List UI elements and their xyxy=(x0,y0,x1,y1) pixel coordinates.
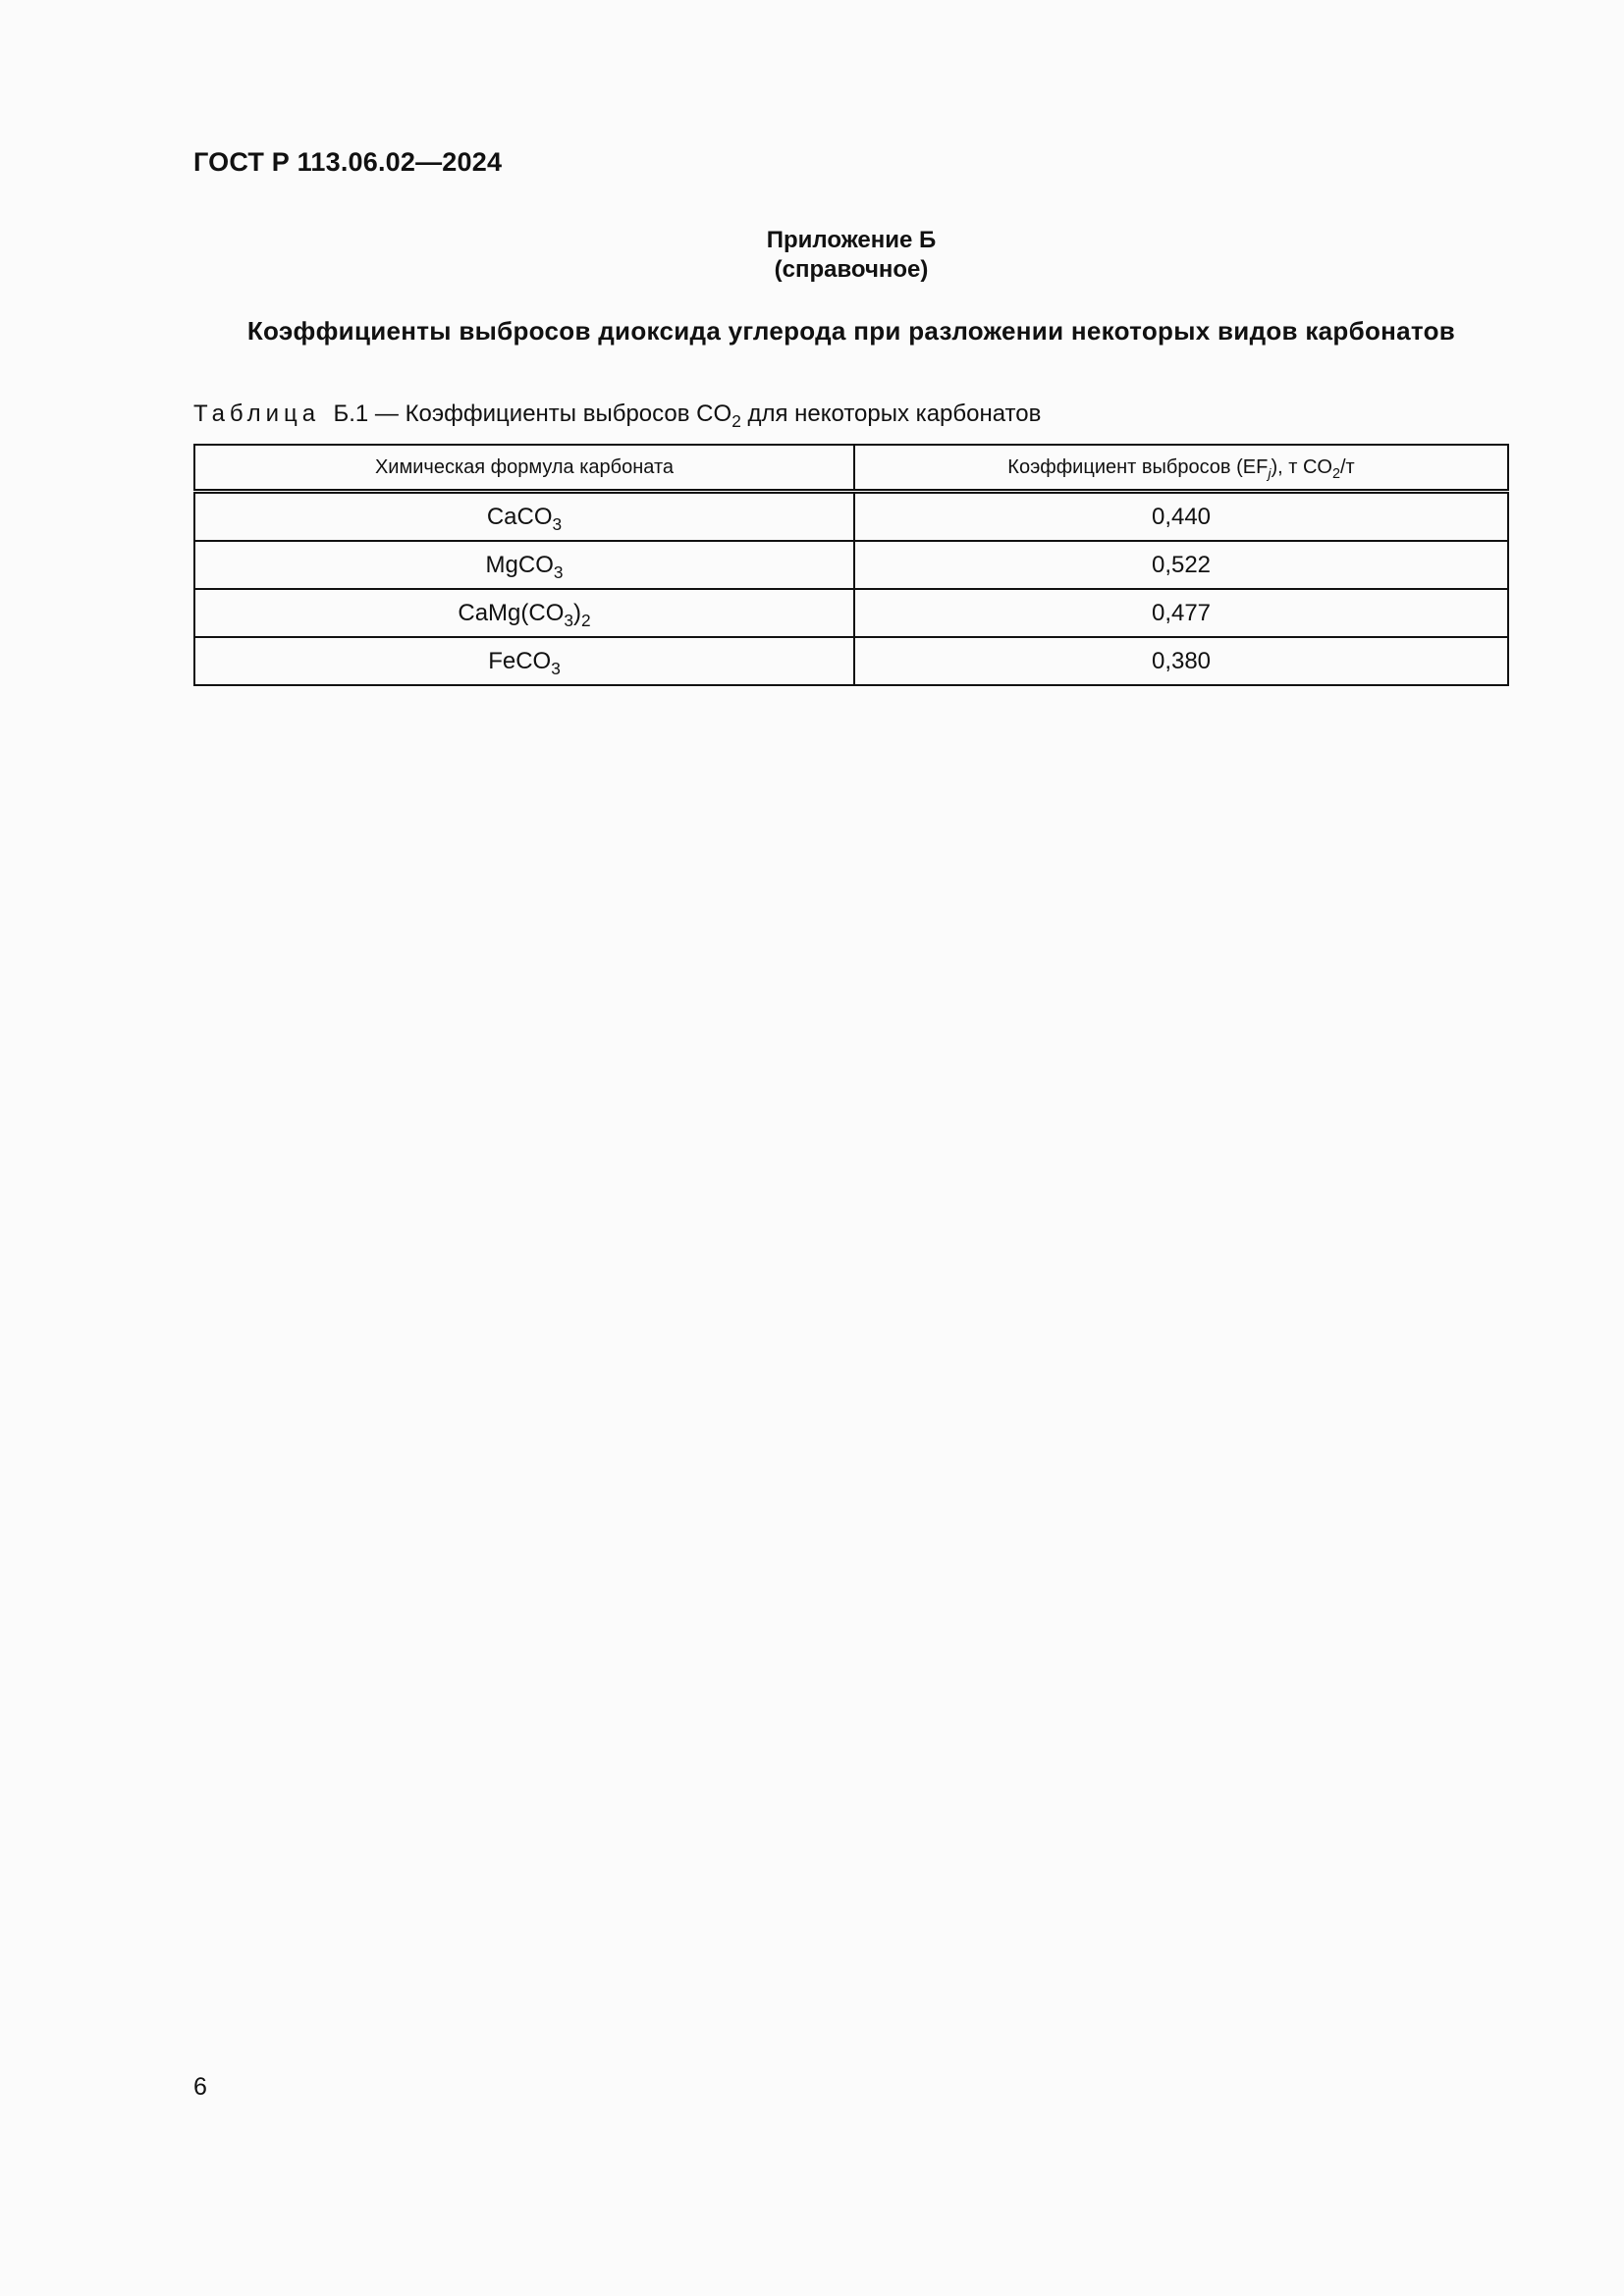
table-row xyxy=(194,589,1508,637)
appendix-subtitle: (справочное) xyxy=(774,256,929,283)
emission-factors-table xyxy=(193,444,1509,686)
header-formula: Химическая формула карбоната xyxy=(194,445,854,492)
header-coef-text: Коэффициент выбросов (EF xyxy=(1007,455,1269,478)
value-cell: 0,477 xyxy=(854,589,1508,637)
document-code: ГОСТ Р 113.06.02—2024 xyxy=(193,147,503,177)
section-title: Коэффициенты выбросов диоксида углерода при разложении некоторых видов карбонатов xyxy=(246,316,1456,346)
table-caption xyxy=(193,400,1042,432)
appendix-heading xyxy=(0,226,1624,285)
table-caption-label: Таблица xyxy=(193,400,321,427)
formula-cell: FeCO$_3$ xyxy=(194,637,854,685)
table-caption-text-tail: для некоторых карбонатов xyxy=(740,400,1042,427)
appendix-title: Приложение Б xyxy=(766,227,937,253)
value-cell: 0,440 xyxy=(854,492,1508,542)
table-row xyxy=(194,492,1508,542)
formula-cell: $CaMg(CO_3)_2$ xyxy=(194,589,854,637)
header-coef-j: j xyxy=(1268,464,1272,481)
table-row xyxy=(194,637,1508,685)
table-caption-subscript: 2 xyxy=(731,411,741,432)
table-caption-number: Б.1 xyxy=(333,400,369,427)
table-row xyxy=(194,541,1508,589)
table-header-row xyxy=(194,445,1508,492)
formula-cell: CaCO$_3$ xyxy=(194,492,854,542)
header-coef-sub: 2 xyxy=(1331,465,1340,482)
formula-cell: MgCO$_3$ xyxy=(194,541,854,589)
value-cell: 0,522 xyxy=(854,541,1508,589)
table-caption-dash: — xyxy=(374,400,399,427)
header-coefficient xyxy=(854,445,1508,492)
page-number: 6 xyxy=(193,2073,207,2101)
header-coef-per: /т xyxy=(1339,455,1355,478)
value-cell: 0,380 xyxy=(854,637,1508,685)
header-coef-unit: ), т CO xyxy=(1271,455,1332,478)
table-caption-text: Коэффициенты выбросов CO xyxy=(405,400,732,427)
